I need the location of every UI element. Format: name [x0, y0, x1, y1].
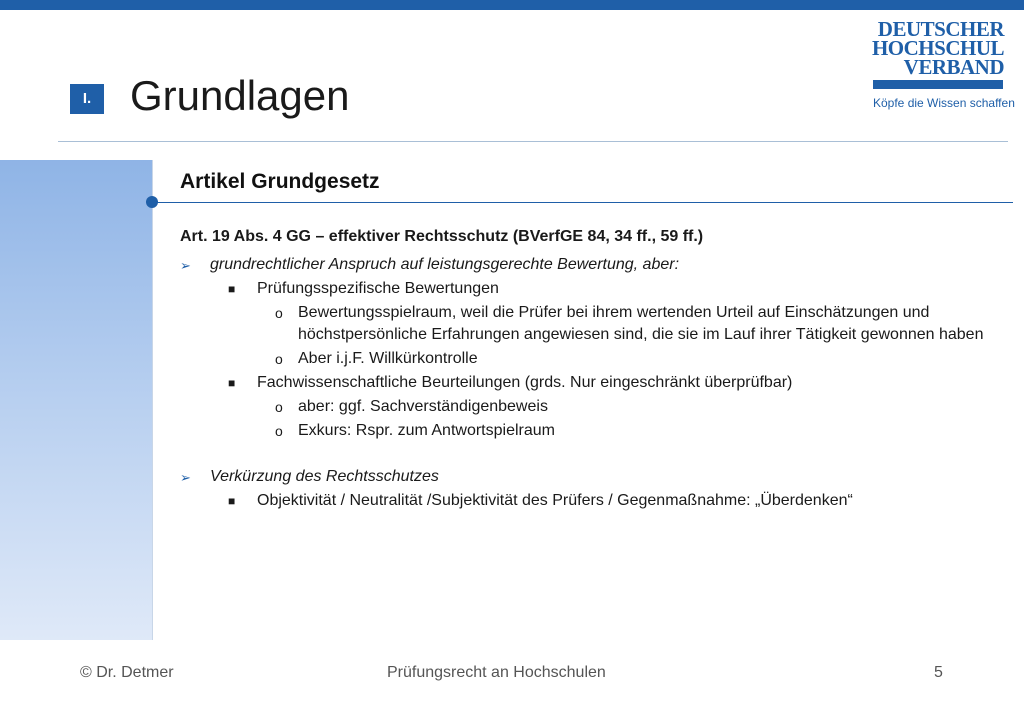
slide-subtitle: Artikel Grundgesetz — [180, 170, 380, 193]
bullet-text: Verkürzung des Rechtsschutzes — [210, 468, 439, 485]
bullet-text: aber: ggf. Sachverständigenbeweis — [298, 398, 548, 415]
circle-bullet-icon: o — [275, 351, 283, 367]
header-divider — [58, 141, 1008, 142]
circle-bullet-icon: o — [275, 305, 283, 321]
circle-bullet-icon: o — [275, 423, 283, 439]
slide-content — [180, 226, 1000, 514]
bullet-text: Objektivität / Neutralität /Subjektivität des Prüfers / Gegenmaßnahme: „Überdenken“ — [257, 492, 853, 509]
square-bullet-icon: ■ — [228, 376, 236, 390]
bullet-item — [180, 254, 1000, 276]
footer-title: Prüfungsrecht an Hochschulen — [387, 664, 606, 681]
bullet-text: Prüfungsspezifische Bewertungen — [257, 280, 499, 297]
circle-bullet-icon: o — [275, 399, 283, 415]
bullet-text: Exkurs: Rspr. zum Antwortspielraum — [298, 422, 555, 439]
bullet-item — [180, 420, 1000, 442]
bullet-item — [180, 490, 1000, 512]
section-number-badge: I. — [70, 84, 104, 114]
subtitle-divider-dot — [146, 196, 158, 208]
subtitle-divider — [153, 202, 1013, 203]
side-gradient-panel — [0, 160, 153, 640]
dhv-logo — [870, 17, 1015, 110]
logo-tagline: Köpfe die Wissen schaffen — [873, 96, 1015, 110]
bullet-item — [180, 396, 1000, 418]
bullet-item — [180, 372, 1000, 394]
page-title: Grundlagen — [130, 72, 350, 119]
bullet-item — [180, 348, 1000, 370]
arrow-bullet-icon: ➢ — [180, 470, 191, 485]
logo-line-1: DEUTSCHER — [877, 17, 1004, 41]
bullet-item — [180, 302, 1000, 346]
logo-line-3: VERBAND — [903, 55, 1004, 79]
square-bullet-icon: ■ — [228, 282, 236, 296]
bullet-item — [180, 466, 1000, 488]
bullet-text: Bewertungsspielraum, weil die Prüfer bei ihrem wertenden Urteil auf Einschätzungen und höchstpersönliche Erfahrungen angewiesen sind, die sie im Lauf ihrer Tätigkeit gewonnen haben — [298, 304, 984, 343]
bullet-text: Aber i.j.F. Willkürkontrolle — [298, 350, 478, 367]
bullet-item — [180, 278, 1000, 300]
footer-author: © Dr. Detmer — [80, 664, 174, 681]
logo-line-2: HOCHSCHUL — [871, 36, 1004, 60]
page-number: 5 — [934, 664, 943, 681]
top-accent-bar — [0, 0, 1024, 10]
spacer — [180, 444, 1000, 466]
bullet-text: grundrechtlicher Anspruch auf leistungsgerechte Bewertung, aber: — [210, 256, 680, 273]
square-bullet-icon: ■ — [228, 494, 236, 508]
logo-bar — [873, 80, 1003, 89]
bullet-text: Fachwissenschaftliche Beurteilungen (grds. Nur eingeschränkt überprüfbar) — [257, 374, 793, 391]
content-heading: Art. 19 Abs. 4 GG – effektiver Rechtsschutz (BVerfGE 84, 34 ff., 59 ff.) — [180, 228, 704, 245]
arrow-bullet-icon: ➢ — [180, 258, 191, 273]
